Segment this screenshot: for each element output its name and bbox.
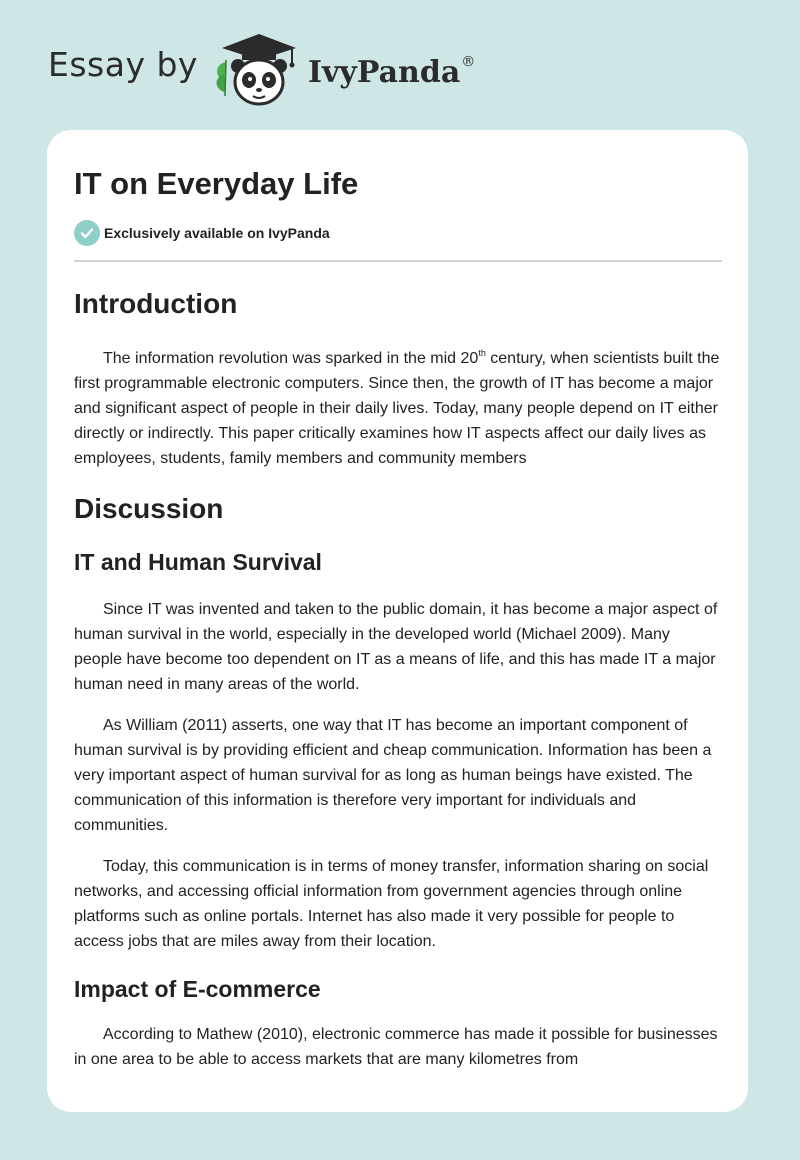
introduction-paragraph: The information revolution was sparked in the mid 20th century, when scientists built the first programmable electronic computers. Since then, the growth of IT has become a major and significant aspect of people in their daily lives. Today, many people depend on IT either directly or indirectly. This paper critically examines how IT aspects affect our daily lives as employees, students, family members and community members: [74, 348, 720, 467]
exclusive-badge: [74, 220, 722, 246]
exclusive-badge-label: Exclusively available on IvyPanda: [104, 225, 330, 241]
title-divider: [74, 260, 722, 262]
body-paragraph: Today, this communication is in terms of money transfer, information sharing on social networks, and accessing official information from government agencies through online platforms such as online portals. Internet has also made it very possible for people to access jobs that are miles away from their location.: [74, 858, 709, 950]
essay-card: [47, 130, 748, 1112]
body-paragraph: Since IT was invented and taken to the public domain, it has become a major aspect of human survival in the world, especially in the developed world (Michael 2009). Many people have become too dependent on IT as a means of life, and this has made IT a major human need in many areas of the world.: [74, 601, 718, 693]
page-title: IT on Everyday Life: [74, 166, 359, 201]
heading-discussion: Discussion: [74, 493, 224, 524]
body-paragraph: According to Mathew (2010), electronic commerce has made it possible for businesses in one area to be able to access markets that are many kilometres from: [74, 1026, 718, 1068]
heading-it-and-human-survival: IT and Human Survival: [74, 549, 322, 575]
panda-logo-icon[interactable]: [212, 30, 306, 110]
site-header: [48, 30, 475, 110]
body-paragraph: As William (2011) asserts, one way that IT has become an important component of human survival is by providing efficient and cheap communication. Information has been a very important aspect of human survival for as long as human beings have existed. The communication of this information is therefore very important for individuals and communities.: [74, 717, 712, 834]
essay-by-label: Essay by: [48, 44, 198, 84]
check-circle-icon: [74, 220, 100, 246]
brand-name[interactable]: IvyPanda®: [307, 54, 476, 90]
heading-introduction: Introduction: [74, 288, 238, 319]
heading-impact-of-ecommerce: Impact of E-commerce: [74, 976, 321, 1002]
